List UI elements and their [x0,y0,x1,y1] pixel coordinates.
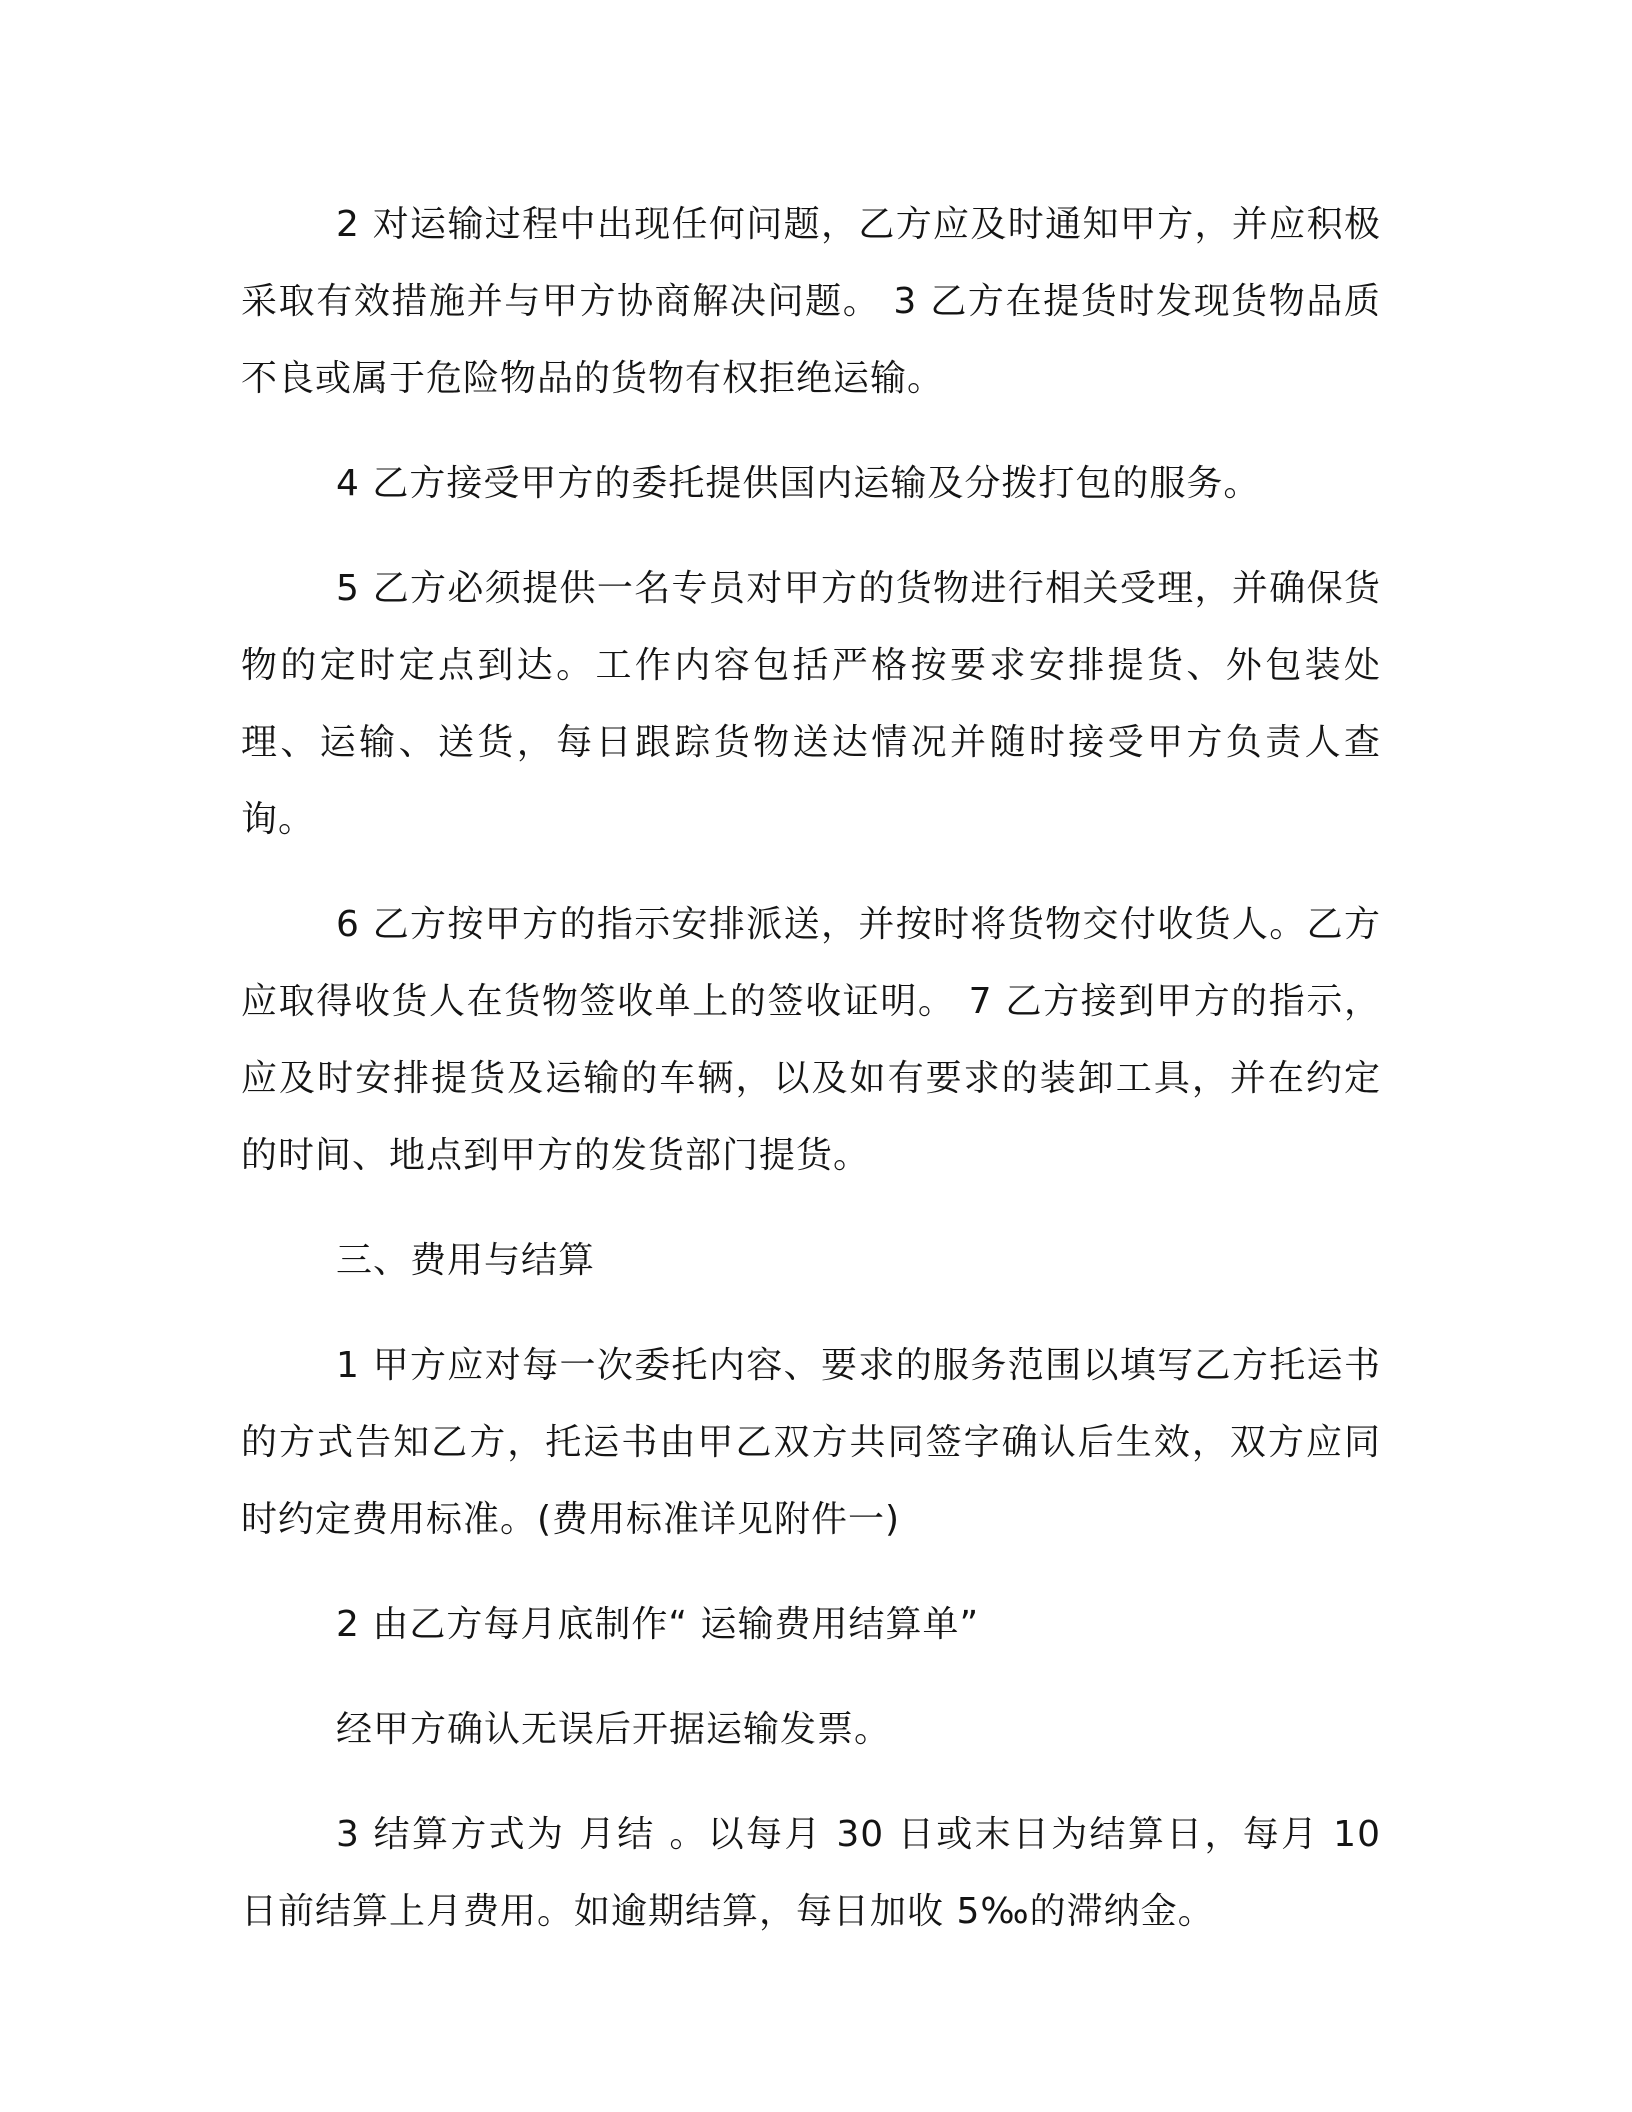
paragraph-fee-clause-1: 1 甲方应对每一次委托内容、要求的服务范围以填写乙方托运书的方式告知乙方，托运书由甲乙双方共同签字确认后生效，双方应同时约定费用标准。(费用标准详见附件一) [241,1345,1381,1540]
paragraph-invoice-note: 经甲方确认无误后开据运输发票。 [336,1709,892,1750]
paragraph-clause-6-7: 6 乙方按甲方的指示安排派送，并按时将货物交付收货人。乙方应取得收货人在货物签收单上的签收证明。 7 乙方接到甲方的指示，应及时安排提货及运输的车辆，以及如有要求的装卸工具，并在约定的时间、地点到甲方的发货部门提货。 [241,904,1381,1176]
paragraph-clause-5: 5 乙方必须提供一名专员对甲方的货物进行相关受理，并确保货物的定时定点到达。工作内容包括严格按要求安排提货、外包装处理、运输、送货，每日跟踪货物送达情况并随时接受甲方负责人查询。 [241,568,1381,840]
document-body [241,186,1381,1950]
paragraph-clause-2-3: 2 对运输过程中出现任何问题，乙方应及时通知甲方，并应积极采取有效措施并与甲方协商解决问题。 3 乙方在提货时发现货物品质不良或属于危险物品的货物有权拒绝运输。 [241,204,1381,399]
paragraph-fee-clause-2: 2 由乙方每月底制作“ 运输费用结算单” [336,1604,980,1645]
paragraph-fee-clause-3: 3 结算方式为 月结 。以每月 30 日或末日为结算日，每月 10 日前结算上月费用。如逾期结算，每日加收 5‰的滞纳金。 [241,1814,1381,1932]
paragraph-clause-4: 4 乙方接受甲方的委托提供国内运输及分拨打包的服务。 [336,463,1261,504]
section-heading-fees-settlement: 三、费用与结算 [336,1240,596,1281]
